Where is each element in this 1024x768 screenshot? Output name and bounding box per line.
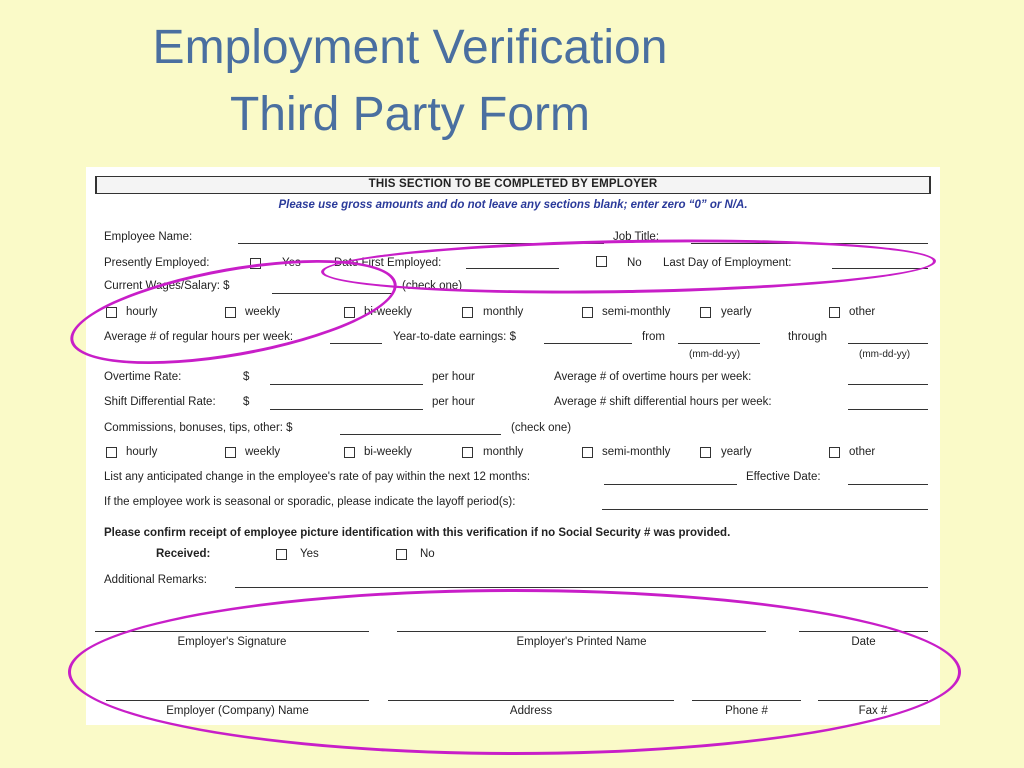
- commissions-semimonthly-label: semi-monthly: [602, 446, 671, 458]
- current-wages-check-one: (check one): [402, 280, 463, 292]
- overtime-rate-label: Overtime Rate:: [104, 371, 182, 383]
- anticipated-change-field[interactable]: [604, 484, 737, 485]
- employer-signature-field[interactable]: [95, 631, 369, 632]
- wages-semimonthly-label: semi-monthly: [602, 306, 671, 318]
- company-address-label: Address: [509, 705, 553, 717]
- wages-monthly-label: monthly: [483, 306, 524, 318]
- wages-other-label: other: [849, 306, 876, 318]
- employer-printed-name-label: Employer's Printed Name: [516, 636, 647, 648]
- last-day-employment-field[interactable]: [832, 268, 928, 269]
- received-label: Received:: [156, 548, 211, 560]
- presently-employed-no-checkbox[interactable]: [596, 256, 607, 267]
- commissions-hourly-label: hourly: [126, 446, 158, 458]
- avg-shift-hours-field[interactable]: [848, 409, 928, 410]
- presently-employed-no-label: No: [627, 257, 642, 269]
- current-wages-field[interactable]: [272, 293, 392, 294]
- ytd-through-field[interactable]: [848, 343, 928, 344]
- additional-remarks-field[interactable]: [235, 587, 928, 588]
- through-date-format: (mm-dd-yy): [859, 349, 911, 360]
- commissions-monthly-checkbox[interactable]: [462, 447, 473, 458]
- commissions-field[interactable]: [340, 434, 501, 435]
- ytd-earnings-label: Year-to-date earnings: $: [393, 331, 516, 343]
- received-yes-checkbox[interactable]: [276, 549, 287, 560]
- wages-biweekly-label: bi-weekly: [364, 306, 412, 318]
- ytd-from-field[interactable]: [678, 343, 760, 344]
- signature-date-field[interactable]: [799, 631, 928, 632]
- job-title-field[interactable]: [691, 243, 928, 244]
- shift-differential-label: Shift Differential Rate:: [104, 396, 216, 408]
- shift-dollar-sign: $: [243, 396, 250, 408]
- employer-signature-label: Employer's Signature: [177, 636, 287, 648]
- confirm-id-label: Please confirm receipt of employee picture identification with this verification if no Social Security # was provided.: [104, 527, 731, 539]
- effective-date-field[interactable]: [848, 484, 928, 485]
- current-wages-label: Current Wages/Salary: $: [104, 280, 230, 292]
- from-date-format: (mm-dd-yy): [689, 349, 741, 360]
- company-name-label: Employer (Company) Name: [166, 705, 309, 717]
- additional-remarks-label: Additional Remarks:: [104, 574, 207, 586]
- avg-shift-hours-label: Average # shift differential hours per week:: [554, 396, 772, 408]
- wages-monthly-checkbox[interactable]: [462, 307, 473, 318]
- commissions-other-label: other: [849, 446, 876, 458]
- overtime-rate-field[interactable]: [270, 384, 423, 385]
- wages-yearly-checkbox[interactable]: [700, 307, 711, 318]
- wages-hourly-label: hourly: [126, 306, 158, 318]
- commissions-biweekly-checkbox[interactable]: [344, 447, 355, 458]
- commissions-yearly-checkbox[interactable]: [700, 447, 711, 458]
- instruction-text: Please use gross amounts and do not leave any sections blank; enter zero “0” or N/A.: [278, 199, 748, 211]
- employment-verification-form: [86, 167, 940, 725]
- job-title-label: Job Title:: [613, 231, 660, 243]
- employer-printed-name-field[interactable]: [397, 631, 766, 632]
- avg-overtime-hours-field[interactable]: [848, 384, 928, 385]
- shift-differential-field[interactable]: [270, 409, 423, 410]
- company-fax-field[interactable]: [818, 700, 928, 701]
- shift-per-hour: per hour: [432, 396, 475, 408]
- company-name-field[interactable]: [106, 700, 369, 701]
- avg-overtime-hours-label: Average # of overtime hours per week:: [554, 371, 752, 383]
- presently-employed-label: Presently Employed:: [104, 257, 210, 269]
- received-no-checkbox[interactable]: [396, 549, 407, 560]
- company-phone-field[interactable]: [692, 700, 801, 701]
- date-first-employed-field[interactable]: [466, 268, 559, 269]
- anticipated-change-label: List any anticipated change in the employee's rate of pay within the next 12 months:: [104, 471, 531, 483]
- slide-title-line-2: Third Party Form: [229, 88, 591, 141]
- wages-biweekly-checkbox[interactable]: [344, 307, 355, 318]
- slide-title-line-1: Employment Verification: [152, 21, 668, 74]
- ytd-earnings-field[interactable]: [544, 343, 632, 344]
- employee-name-label: Employee Name:: [104, 231, 193, 243]
- effective-date-label: Effective Date:: [746, 471, 821, 483]
- employee-name-field[interactable]: [238, 243, 604, 244]
- commissions-semimonthly-checkbox[interactable]: [582, 447, 593, 458]
- overtime-dollar-sign: $: [243, 371, 250, 383]
- seasonal-field[interactable]: [602, 509, 928, 510]
- commissions-yearly-label: yearly: [721, 446, 752, 458]
- seasonal-label: If the employee work is seasonal or sporadic, please indicate the layoff period(s):: [104, 496, 516, 508]
- ytd-from-label: from: [642, 331, 665, 343]
- signature-date-label: Date: [851, 636, 876, 648]
- section-header: [95, 176, 931, 194]
- avg-regular-hours-field[interactable]: [330, 343, 382, 344]
- company-phone-label: Phone #: [725, 705, 768, 717]
- commissions-label: Commissions, bonuses, tips, other: $: [104, 422, 293, 434]
- avg-regular-hours-label: Average # of regular hours per week:: [104, 331, 294, 343]
- wages-hourly-checkbox[interactable]: [106, 307, 117, 318]
- commissions-other-checkbox[interactable]: [829, 447, 840, 458]
- commissions-monthly-label: monthly: [483, 446, 524, 458]
- received-no-label: No: [420, 548, 435, 560]
- company-fax-label: Fax #: [858, 705, 888, 717]
- wages-yearly-label: yearly: [721, 306, 752, 318]
- overtime-per-hour: per hour: [432, 371, 475, 383]
- wages-weekly-label: weekly: [245, 306, 281, 318]
- ytd-through-label: through: [788, 331, 828, 343]
- commissions-weekly-checkbox[interactable]: [225, 447, 236, 458]
- wages-weekly-checkbox[interactable]: [225, 307, 236, 318]
- commissions-check-one: (check one): [511, 422, 572, 434]
- commissions-hourly-checkbox[interactable]: [106, 447, 117, 458]
- section-header-text: THIS SECTION TO BE COMPLETED BY EMPLOYER: [368, 178, 658, 190]
- received-yes-label: Yes: [300, 548, 319, 560]
- last-day-employment-label: Last Day of Employment:: [663, 257, 792, 269]
- commissions-biweekly-label: bi-weekly: [364, 446, 412, 458]
- wages-semimonthly-checkbox[interactable]: [582, 307, 593, 318]
- presently-employed-yes-checkbox[interactable]: [250, 258, 261, 269]
- presently-employed-yes-label: Yes: [282, 257, 301, 269]
- wages-other-checkbox[interactable]: [829, 307, 840, 318]
- date-first-employed-label: Date First Employed:: [334, 257, 442, 269]
- company-address-field[interactable]: [388, 700, 674, 701]
- commissions-weekly-label: weekly: [245, 446, 281, 458]
